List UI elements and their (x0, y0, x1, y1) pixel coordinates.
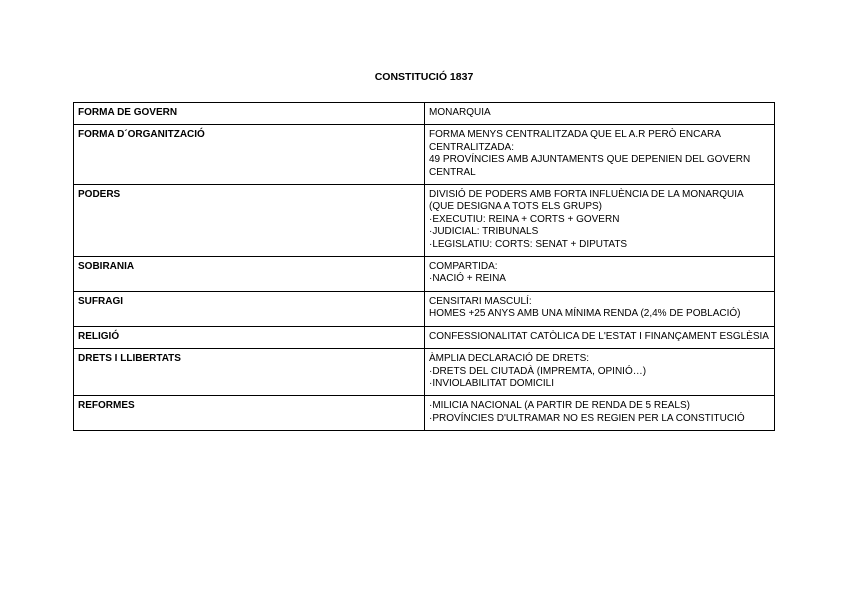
row-value-line: ·DRETS DEL CIUTADÀ (IMPREMTA, OPINIÓ…) (429, 365, 647, 377)
row-value-line: MONARQUIA (429, 107, 491, 118)
constitution-table (73, 102, 775, 431)
row-value (425, 257, 775, 292)
row-label: PODERS (74, 185, 425, 257)
row-value (425, 396, 775, 431)
table-row (74, 185, 775, 257)
row-value (425, 326, 775, 348)
row-value-line: COMPARTIDA: (429, 261, 498, 273)
row-value (425, 125, 775, 185)
row-value-line: ·JUDICIAL: TRIBUNALS (429, 226, 539, 238)
table-body (74, 103, 775, 431)
row-value-line: ·INVIOLABILITAT DOMICILI (429, 377, 555, 389)
row-value-line: ·MILICIA NACIONAL (A PARTIR DE RENDA DE 5 REALS) (429, 400, 690, 412)
row-value-line: HOMES +25 ANYS AMB UNA MÍNIMA RENDA (2,4% DE POBLACIÓ) (429, 308, 741, 320)
table-row (74, 349, 775, 396)
row-value-line: 49 PROVÍNCIES AMB AJUNTAMENTS QUE DEPENIEN DEL GOVERN CENTRAL (429, 154, 751, 178)
table-row (74, 291, 775, 326)
row-label: RELIGIÓ (74, 326, 425, 348)
row-value (425, 103, 775, 125)
row-value (425, 291, 775, 326)
row-label: SUFRAGI (74, 291, 425, 326)
row-label: SOBIRANIA (74, 257, 425, 292)
table-row (74, 326, 775, 348)
document-title: CONSTITUCIÓ 1837 (374, 71, 474, 83)
table-row (74, 257, 775, 292)
row-label: FORMA DE GOVERN (74, 103, 425, 125)
row-value-line: ·LEGISLATIU: CORTS: SENAT + DIPUTATS (429, 238, 628, 250)
table-row (74, 103, 775, 125)
row-value-line: DIVISIÓ DE PODERS AMB FORTA INFLUÈNCIA DE LA MONARQUIA (QUE DESIGNA A TOTS ELS GRUPS) (429, 189, 744, 213)
table-row (74, 396, 775, 431)
row-label: FORMA D´ORGANITZACIÓ (74, 125, 425, 185)
row-value-line: ·PROVÍNCIES D'ULTRAMAR NO ES REGIEN PER LA CONSTITUCIÓ (429, 412, 745, 424)
row-label: DRETS I LLIBERTATS (74, 349, 425, 396)
row-value-line: CENSITARI MASCULÍ: (429, 295, 532, 307)
table-row (74, 125, 775, 185)
row-value (425, 185, 775, 257)
row-label: REFORMES (74, 396, 425, 431)
row-value (425, 349, 775, 396)
row-value-line: ÀMPLIA DECLARACIÓ DE DRETS: (429, 353, 590, 365)
row-value-line: CONFESSIONALITAT CATÒLICA DE L'ESTAT I FINANÇAMENT ESGLÈSIA (429, 330, 769, 342)
row-value-line: ·NACIÓ + REINA (429, 273, 506, 285)
row-value-line: ·EXECUTIU: REINA + CORTS + GOVERN (429, 213, 620, 225)
row-value-line: FORMA MENYS CENTRALITZADA QUE EL A.R PERÒ ENCARA CENTRALITZADA: (429, 129, 721, 153)
